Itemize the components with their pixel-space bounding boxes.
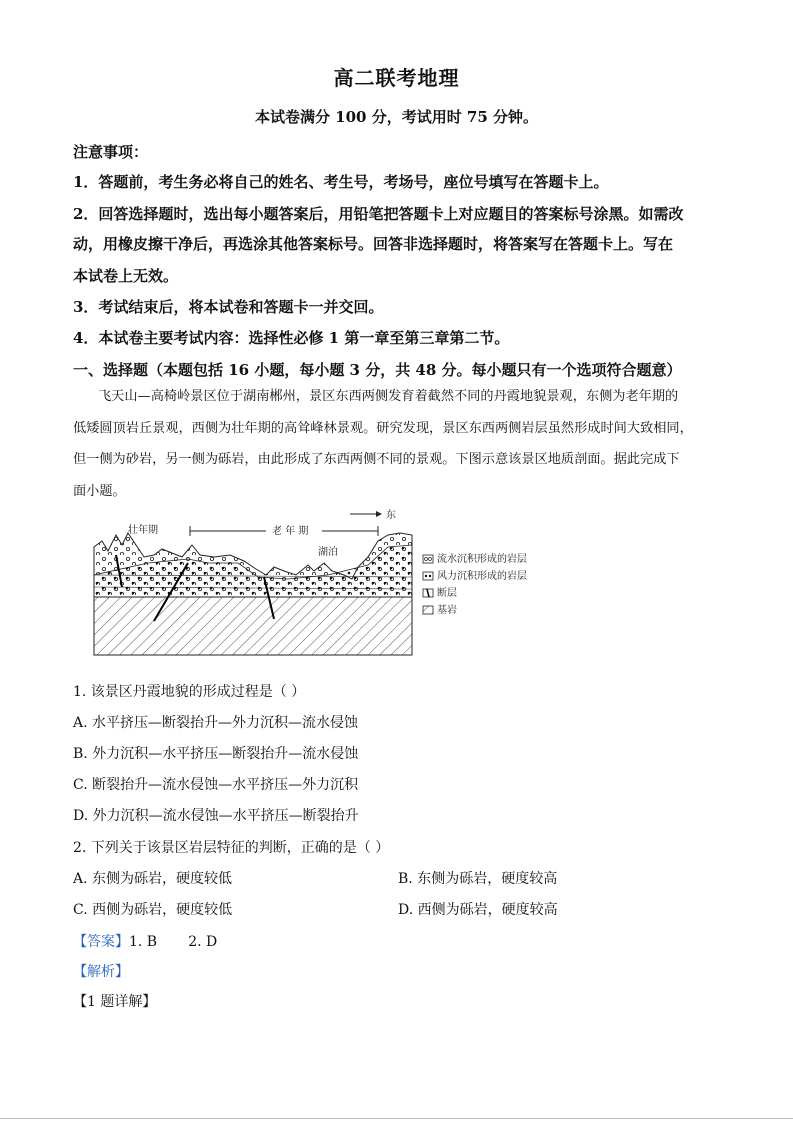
answer-text: 1. B 2. D	[129, 934, 218, 950]
old-stage-label: 老 年 期	[272, 526, 309, 537]
exam-info: 本试卷满分 100 分，考试用时 75 分钟。	[254, 108, 539, 126]
q2-stem: 2. 下列关于该景区岩层特征的判断，正确的是（ ）	[73, 840, 390, 856]
q2-option-a[interactable]: A. 东侧为砾岩，硬度较低	[73, 871, 233, 887]
q1-option-a[interactable]: A. 水平挤压—断裂抬升—外力沉积—流水侵蚀	[73, 715, 359, 731]
page-title: 高二联考地理	[333, 66, 460, 90]
legend-fault: 断层	[437, 588, 457, 599]
q1-stem: 1. 该景区丹霞地貌的形成过程是（ ）	[73, 684, 306, 700]
legend-bedrock: 基岩	[437, 605, 457, 616]
note-3: 3．考试结束后，将本试卷和答题卡一并交回。	[73, 298, 384, 316]
note-2-line-1: 2．回答选择题时，选出每小题答案后，用铅笔把答题卡上对应题目的答案标号涂黑。如需改	[73, 205, 684, 223]
q1-option-c[interactable]: C. 断裂抬升—流水侵蚀—水平挤压—外力沉积	[73, 777, 359, 793]
answer-label: 【答案】	[73, 934, 129, 950]
q1-option-b[interactable]: B. 外力沉积—水平挤压—断裂抬升—流水侵蚀	[73, 746, 359, 762]
passage-line-3: 但一侧为砂岩，另一侧为砾岩，由此形成了东西两侧不同的景观。下图示意该景区地质剖面。据此完成下	[73, 452, 680, 467]
notes-heading: 注意事项：	[73, 143, 149, 161]
q2-option-b[interactable]: B. 东侧为砾岩，硬度较高	[398, 871, 558, 887]
q1-option-d[interactable]: D. 外力沉积—流水侵蚀—水平挤压—断裂抬升	[73, 808, 359, 824]
mature-label: 壮年期	[128, 525, 158, 536]
answer-line	[73, 931, 217, 951]
legend-wind-deposit: 风力沉积形成的岩层	[437, 571, 527, 582]
legend-water-deposit: 流水沉积形成的岩层	[437, 554, 527, 565]
note-2-line-3: 本试卷上无效。	[73, 267, 179, 285]
east-label: 东	[386, 510, 396, 521]
analysis-line	[73, 961, 129, 981]
section-heading: 一、选择题（本题包括 16 小题，每小题 3 分，共 48 分。每小题只有一个选项符合题意）	[73, 361, 682, 379]
note-4: 4．本试卷主要考试内容：选择性必修 1 第一章至第三章第二节。	[73, 329, 510, 347]
q2-option-d[interactable]: D. 西侧为砾岩，硬度较高	[398, 902, 558, 918]
note-1: 1．答题前，考生务必将自己的姓名、考生号，考场号，座位号填写在答题卡上。	[73, 173, 609, 191]
passage-line-2: 低矮圆顶岩丘景观，西侧为壮年期的高耸峰林景观。研究发现，景区东西两侧岩层虽然形成时间大致相同，	[73, 421, 693, 436]
q2-option-c[interactable]: C. 西侧为砾岩，硬度较低	[73, 902, 233, 918]
lake-label: 湖泊	[318, 547, 338, 558]
q1-detail-heading: 【1 题详解】	[73, 994, 157, 1010]
passage-line-1: 飞天山—高椅岭景区位于湖南郴州，景区东西两侧发育着截然不同的丹霞地貌景观，东侧为老年期的	[98, 389, 679, 404]
passage-line-4: 面小题。	[73, 484, 126, 499]
page-bottom-divider	[0, 1118, 793, 1119]
note-2-line-2: 动，用橡皮擦干净后，再选涂其他答案标号。回答非选择题时，将答案写在答题卡上。写在	[73, 235, 674, 253]
bedrock-layer	[94, 597, 412, 655]
geologic-profile-figure	[88, 505, 548, 665]
analysis-label: 【解析】	[73, 964, 129, 980]
